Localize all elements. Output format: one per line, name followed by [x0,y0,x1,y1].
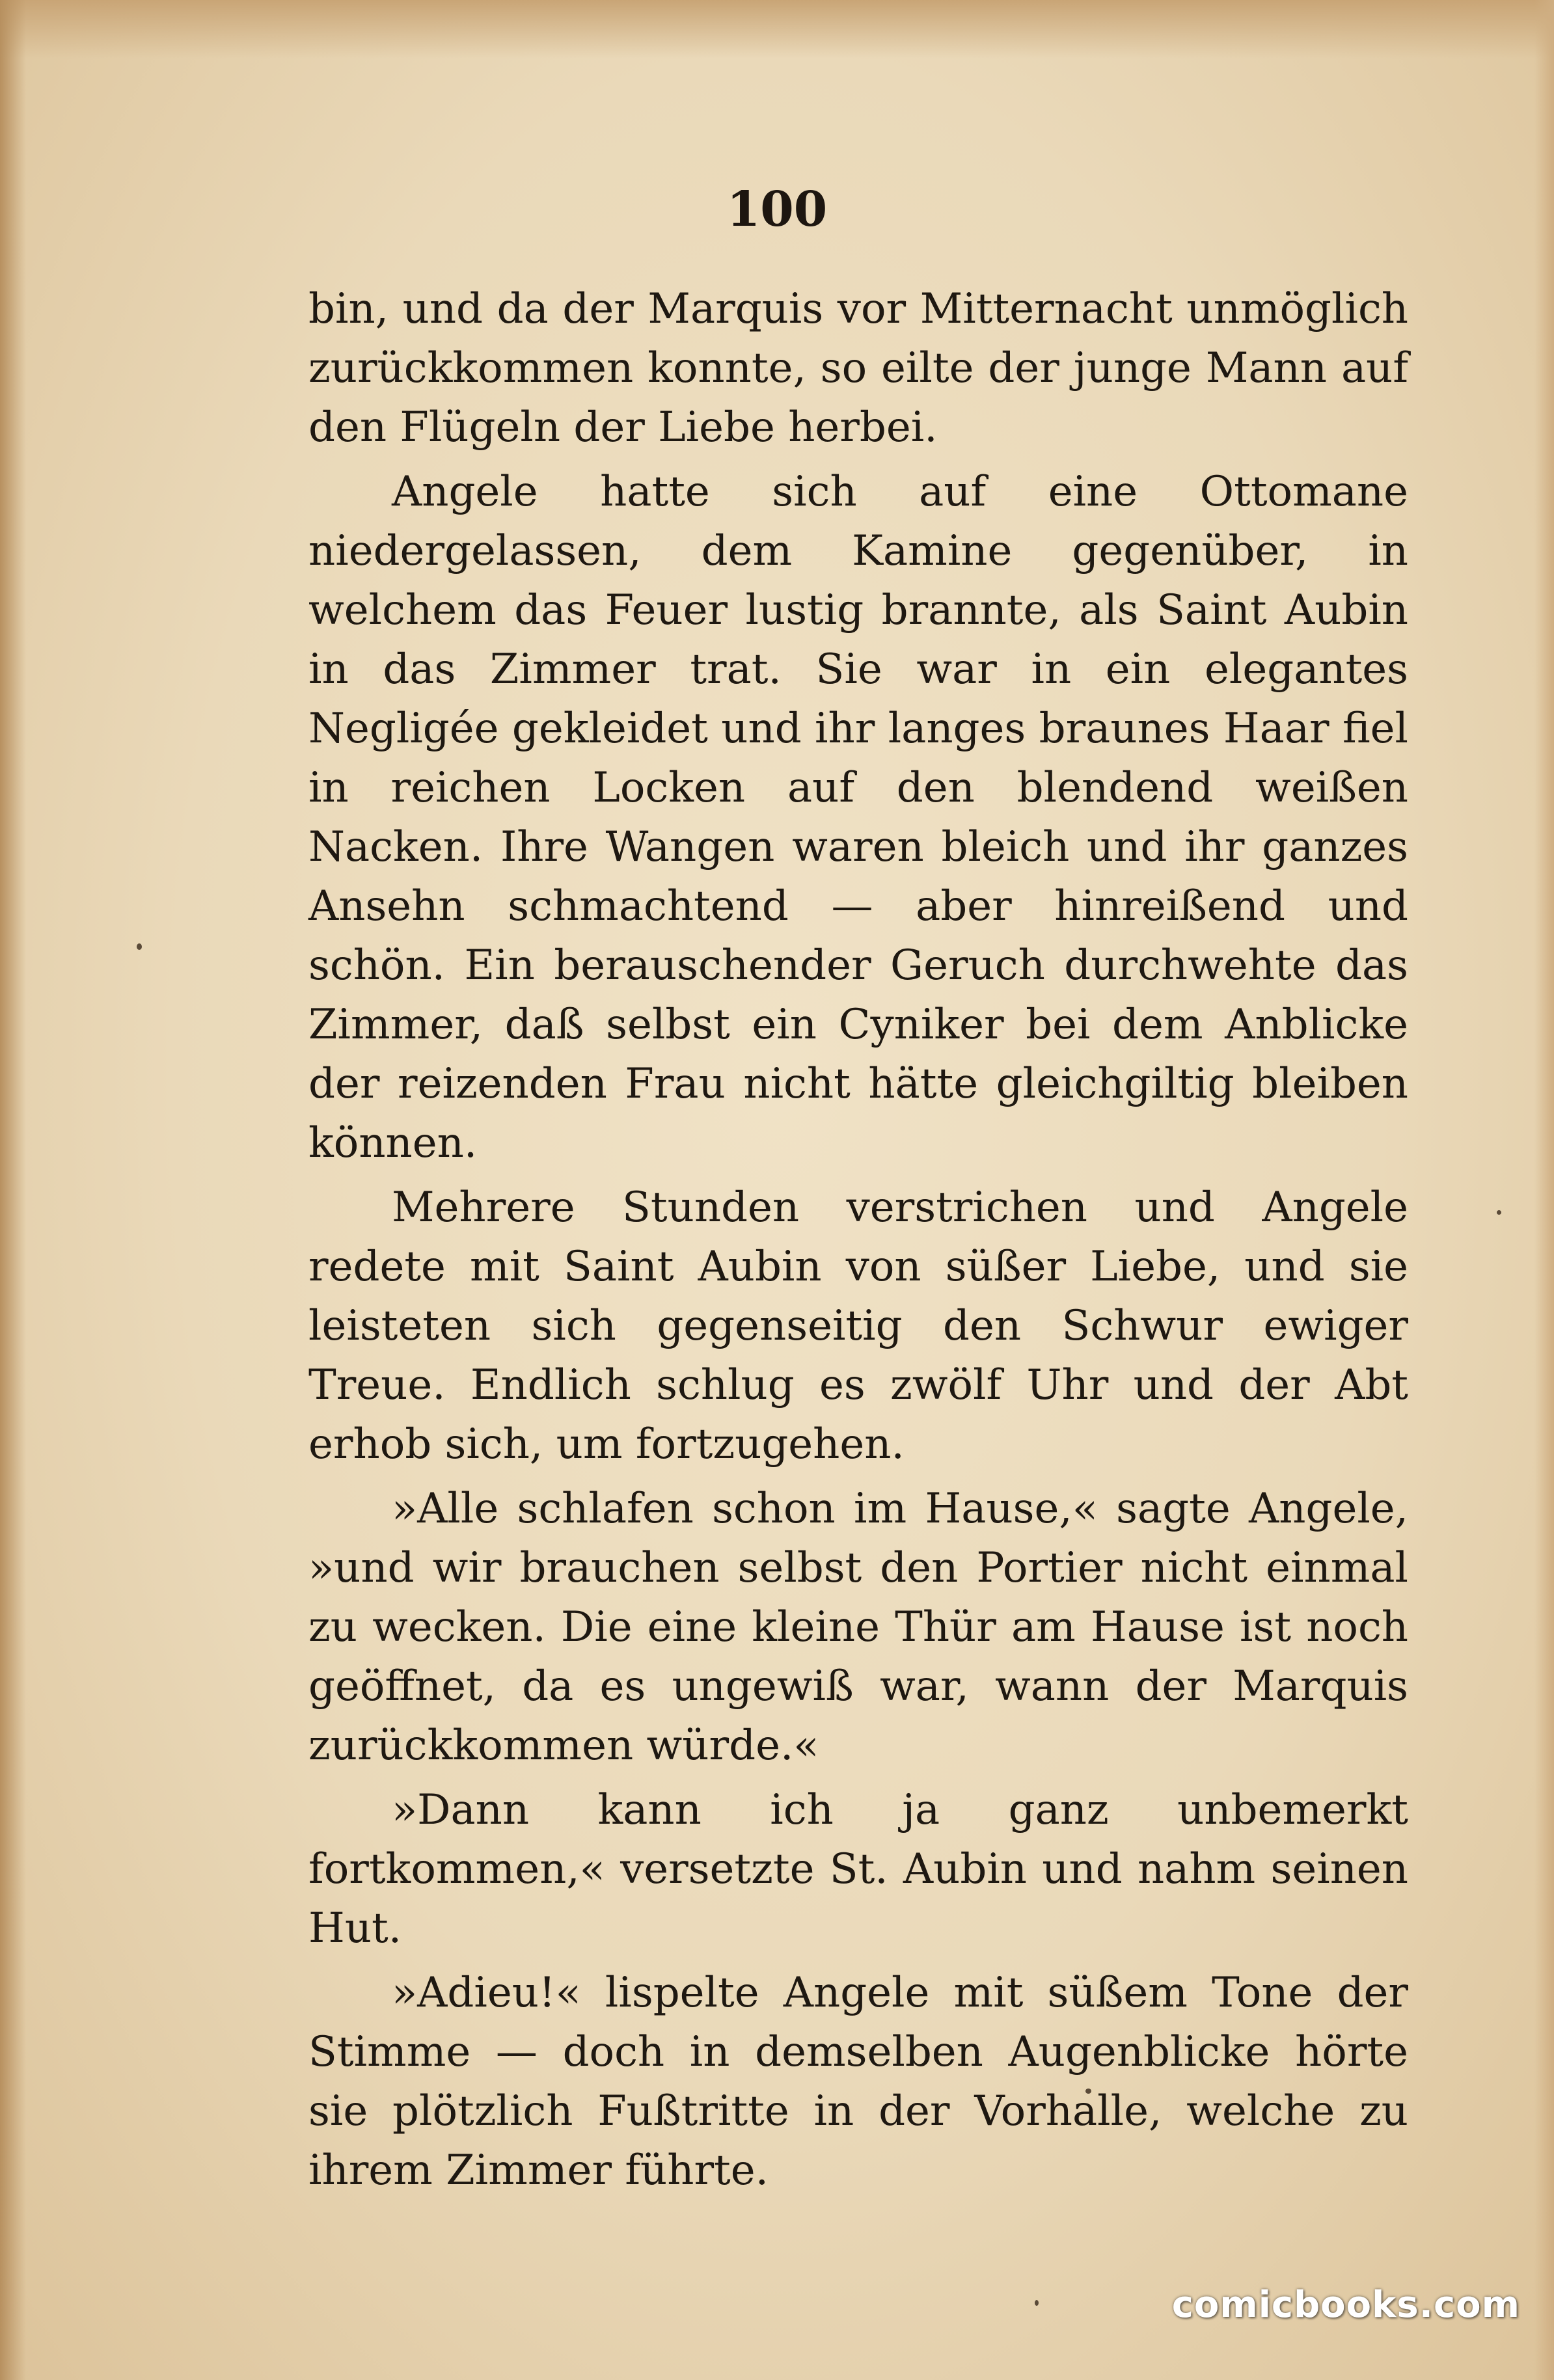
paragraph: Angele hatte sich auf eine Ottomane niedergelassen, dem Kamine gegenüber, in welchem das Feuer lustig brannte, als Saint Aubin in das Zimmer trat. Sie war in ein elegantes Negligée gekleidet und ihr langes braunes Haar fiel in reichen Locken auf den blendend weißen Nacken. Ihre Wangen waren bleich und ihr ganzes Ansehn schmachtend — aber hinreißend und schön. Ein berauschender Geruch durchwehte das Zimmer, daß selbst ein Cyniker bei dem Anblicke der reizenden Frau nicht hätte gleichgiltig bleiben können. [308,468,1408,1167]
page-binding-shadow [0,0,26,2380]
paragraph: Mehrere Stunden verstrichen und Angele redete mit Saint Aubin von süßer Liebe, und sie leisteten sich gegenseitig den Schwur ewiger Treue. Endlich schlug es zwölf Uhr und der Abt erhob sich, um fortzugehen. [308,1183,1408,1468]
paragraph: »Adieu!« lispelte Angele mit süßem Tone der Stimme — doch in demselben Augenblicke hörte sie plötzlich Fußtritte in der Vorhalle, welche zu ihrem Zimmer führte. [308,1969,1408,2195]
paper-speck [1035,2300,1039,2306]
page-number: 100 [726,182,828,237]
paper-speck [1497,1210,1501,1215]
body-text [308,280,1408,2200]
page-top-shadow [0,0,1554,59]
paragraph-continuation: bin, und da der Marquis vor Mitternacht unmöglich zurückkommen konnte, so eilte der junge Mann auf den Flügeln der Liebe herbei. [308,285,1408,452]
paper-speck [137,943,142,950]
source-watermark: comicbooks.com [1171,2284,1520,2326]
paragraph: »Dann kann ich ja ganz unbemerkt fortkommen,« versetzte St. Aubin und nahm seinen Hut. [308,1786,1408,1953]
paragraph: »Alle schlafen schon im Hause,« sagte Angele, »und wir brauchen selbst den Portier nicht einmal zu wecken. Die eine kleine Thür am Hause ist noch geöffnet, da es ungewiß war, wann der Marquis zurückkommen würde.« [308,1485,1408,1770]
page-right-edge [1534,0,1554,2380]
